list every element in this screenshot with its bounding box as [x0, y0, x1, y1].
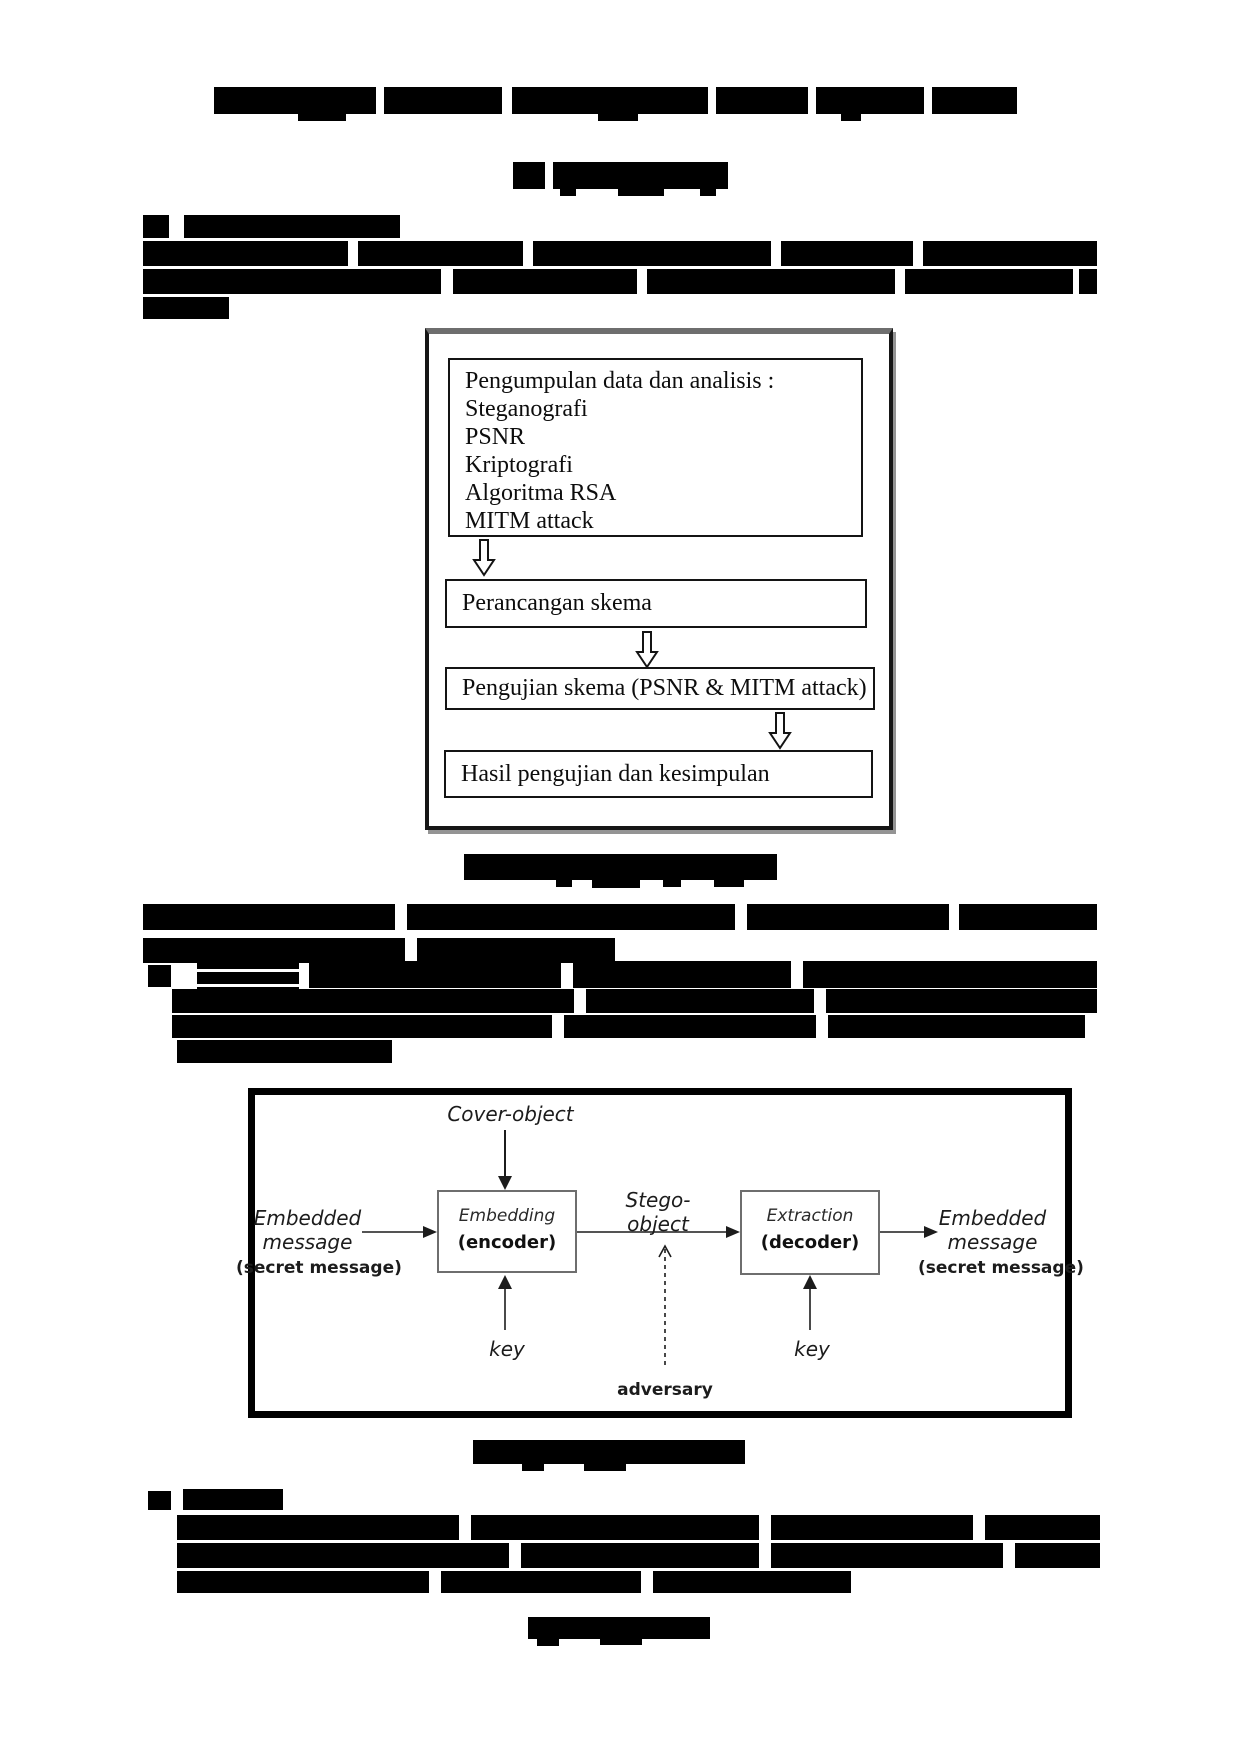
redacted-text	[528, 1617, 710, 1639]
redacted-text	[471, 1515, 759, 1540]
secret-message-right-label: (secret message)	[918, 1258, 1084, 1278]
redacted-text	[298, 113, 346, 121]
message-to-encoder-arrowhead-icon	[423, 1226, 437, 1238]
redacted-text	[564, 1015, 816, 1038]
redacted-text	[358, 241, 523, 266]
redacted-text	[905, 269, 1073, 294]
redacted-text	[172, 989, 574, 1013]
flowchart-box1-line: Kriptografi	[465, 452, 573, 478]
redacted-text	[771, 1543, 1003, 1568]
redacted-text	[714, 879, 744, 887]
redacted-text	[148, 965, 171, 987]
redacted-text	[512, 87, 708, 114]
redacted-text	[573, 961, 791, 988]
methodology-flowchart	[425, 328, 893, 830]
flowchart-box-results	[444, 750, 873, 798]
flowchart-box1-line: Algoritma RSA	[465, 480, 617, 506]
redacted-text	[803, 961, 1097, 988]
redacted-text	[197, 972, 299, 984]
redacted-text	[384, 87, 502, 114]
flow-down-arrow-icon	[472, 539, 496, 577]
stego-object-line2: object	[627, 1212, 689, 1236]
flowchart-box-design	[445, 579, 867, 628]
flow-down-arrow-icon	[635, 631, 659, 669]
redacted-text	[592, 880, 640, 888]
encoder-label: (encoder)	[457, 1232, 557, 1253]
flowchart-box1-line: Steganografi	[465, 396, 588, 422]
key-left-label: key	[489, 1337, 525, 1361]
redacted-text	[781, 241, 913, 266]
redacted-text	[464, 854, 777, 880]
redacted-text	[148, 1491, 171, 1510]
cover-object-label: Cover-object	[447, 1102, 574, 1126]
flowchart-box4-label: Hasil pengujian dan kesimpulan	[461, 760, 770, 787]
redacted-text	[600, 1638, 642, 1645]
redacted-text	[959, 904, 1097, 930]
redacted-text	[513, 162, 545, 189]
flow-down-arrow-icon	[768, 712, 792, 750]
redacted-text	[172, 1015, 552, 1038]
redacted-text	[441, 1571, 641, 1593]
embedded-message-left-line1: Embedded	[253, 1206, 362, 1230]
flowchart-box1-line: PSNR	[465, 424, 526, 450]
redacted-text	[985, 1515, 1100, 1540]
redacted-text	[177, 1515, 459, 1540]
redacted-text	[584, 1463, 626, 1471]
embedded-message-left-label	[240, 1206, 375, 1254]
redacted-text	[184, 215, 400, 238]
redacted-text	[816, 87, 924, 114]
redacted-text	[747, 904, 949, 930]
redacted-text	[407, 904, 735, 930]
redacted-text	[826, 989, 1097, 1013]
embedding-label: Embedding	[458, 1206, 556, 1226]
extraction-decoder-box	[740, 1190, 880, 1275]
stego-object-label	[612, 1188, 704, 1236]
flowchart-box-data-collection	[448, 358, 863, 537]
flowchart-box-testing	[445, 667, 875, 710]
redacted-text	[177, 1040, 392, 1063]
redacted-text	[663, 879, 681, 887]
redacted-text	[143, 297, 229, 319]
redacted-text	[1079, 269, 1097, 294]
embedded-message-left-line2: message	[262, 1230, 353, 1254]
flowchart-box2-label: Perancangan skema	[462, 590, 652, 616]
key-left-arrowhead-icon	[498, 1275, 512, 1289]
stego-object-arrowhead-icon	[726, 1226, 740, 1238]
redacted-text	[653, 1571, 851, 1593]
redacted-text	[598, 113, 638, 121]
redacted-text	[143, 269, 441, 294]
redacted-text	[143, 215, 169, 238]
flowchart-box1-line: Pengumpulan data dan analisis :	[465, 368, 775, 394]
adversary-label: adversary	[617, 1380, 713, 1400]
embedded-message-right-line2: message	[947, 1230, 1038, 1254]
key-right-label: key	[794, 1337, 830, 1361]
redacted-text	[556, 879, 572, 887]
redacted-text	[183, 1489, 283, 1510]
redacted-text	[473, 1440, 745, 1464]
redacted-text	[923, 241, 1097, 266]
redacted-text	[1015, 1543, 1100, 1568]
redacted-text	[521, 1543, 759, 1568]
stego-object-line1: Stego-	[625, 1188, 691, 1212]
secret-message-left-label: (secret message)	[236, 1258, 402, 1278]
redacted-text	[417, 938, 615, 963]
embedding-encoder-box	[437, 1190, 577, 1273]
redacted-text	[177, 1571, 429, 1593]
redacted-text	[522, 1463, 544, 1471]
cover-object-arrowhead-icon	[498, 1176, 512, 1190]
redacted-text	[143, 241, 348, 266]
redacted-text	[214, 87, 376, 114]
extraction-label: Extraction	[766, 1206, 854, 1226]
redacted-text	[828, 1015, 1085, 1038]
redacted-text	[647, 269, 895, 294]
redacted-text	[932, 87, 1017, 114]
decoder-label: (decoder)	[760, 1232, 860, 1253]
redacted-text	[618, 188, 664, 196]
redacted-text	[716, 87, 808, 114]
redacted-text	[177, 1543, 509, 1568]
embedded-message-right-line1: Embedded	[938, 1206, 1047, 1230]
redacted-text	[586, 989, 814, 1013]
redacted-text	[700, 188, 716, 196]
flowchart-box1-line: MITM attack	[465, 508, 594, 534]
redacted-text	[143, 904, 395, 930]
key-right-arrowhead-icon	[803, 1275, 817, 1289]
redacted-text	[560, 188, 576, 196]
redacted-text	[453, 269, 637, 294]
redacted-text	[771, 1515, 973, 1540]
redacted-text	[309, 961, 561, 988]
redacted-text	[197, 959, 299, 969]
redacted-text	[553, 162, 728, 189]
redacted-text	[533, 241, 771, 266]
embedded-message-right-label	[925, 1206, 1060, 1254]
flowchart-box3-label: Pengujian skema (PSNR & MITM attack)	[462, 675, 867, 701]
redacted-text	[537, 1638, 559, 1646]
redacted-text	[841, 113, 861, 121]
